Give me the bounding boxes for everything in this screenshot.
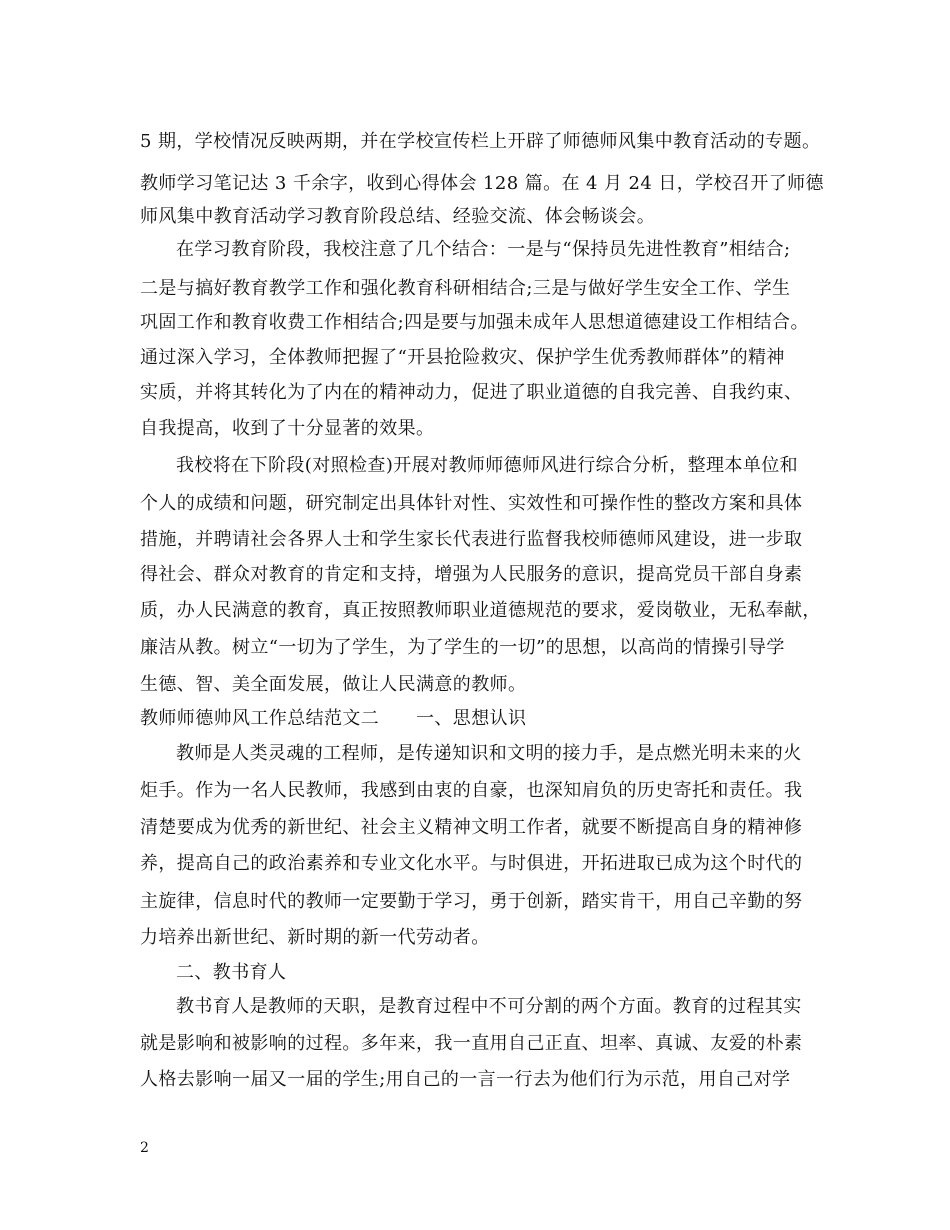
body-line: 力培养出新世纪、新时期的新一代劳动者。	[140, 927, 490, 948]
body-line: 清楚要成为优秀的新世纪、社会主义精神文明工作者，就要不断提高自身的精神修	[140, 817, 803, 838]
body-line: 主旋律，信息时代的教师一定要勤于学习，勇于创新，踏实肯干，用自己辛勤的努	[140, 891, 803, 912]
body-line: 廉洁从教。树立“一切为了学生，为了学生的一切”的思想，以高尚的情操引导学	[140, 637, 785, 658]
body-line: 自我提高，收到了十分显著的效果。	[140, 418, 435, 439]
section-heading: 教师师德帅风工作总结范文二 一、思想认识	[140, 708, 527, 729]
paragraph-first-line: 我校将在下阶段(对照检查)开展对教师师德师风进行综合分析，整理本单位和	[176, 455, 799, 476]
body-line: 5 期，学校情况反映两期，并在学校宣传栏上开辟了师德师风集中教育活动的专题。	[140, 131, 821, 152]
body-line: 生德、智、美全面发展，做让人民满意的教师。	[140, 674, 527, 695]
paragraph-first-line: 教师是人类灵魂的工程师，是传递知识和文明的接力手，是点燃光明未来的火	[176, 743, 802, 764]
paragraph-first-line: 教书育人是教师的天职，是教育过程中不可分割的两个方面。教育的过程其实	[176, 996, 802, 1017]
body-line: 通过深入学习，全体教师把握了“开县抢险救灾、保护学生优秀教师群体”的精神	[140, 347, 785, 368]
body-line: 教师学习笔记达 3 千余字，收到心得体会 128 篇。在 4 月 24 日，学校召开了师德	[140, 173, 824, 194]
body-line: 就是影响和被影响的过程。多年来，我一直用自己正直、坦率、真诚、友爱的朴素	[140, 1033, 803, 1054]
section-heading: 二、教书育人	[176, 962, 287, 983]
paragraph-first-line: 在学习教育阶段，我校注意了几个结合：一是与“保持员先进性教育”相结合;	[176, 239, 791, 260]
body-line: 实质，并将其转化为了内在的精神动力，促进了职业道德的自我完善、自我约束、	[140, 382, 803, 403]
body-line: 得社会、群众对教育的肯定和支持，增强为人民服务的意识，提高党员干部自身素	[140, 564, 803, 585]
body-line: 个人的成绩和问题，研究制定出具体针对性、实效性和可操作性的整改方案和具体	[140, 493, 803, 514]
body-line: 质，办人民满意的教育，真正按照教师职业道德规范的要求，爱岗敬业，无私奉献，	[140, 600, 821, 621]
body-line: 措施，并聘请社会各界人士和学生家长代表进行监督我校师德师风建设，进一步取	[140, 529, 803, 550]
body-line: 二是与搞好教育教学工作和强化教育科研相结合;三是与做好学生安全工作、学生	[140, 278, 791, 299]
body-line: 养，提高自己的政治素养和专业文化水平。与时俱进，开拓进取已成为这个时代的	[140, 853, 803, 874]
body-line: 师风集中教育活动学习教育阶段总结、经验交流、体会畅谈会。	[140, 206, 656, 227]
body-line: 人格去影响一届又一届的学生;用自己的一言一行去为他们行为示范，用自己对学	[140, 1069, 791, 1090]
body-line: 巩固工作和教育收费工作相结合;四是要与加强未成年人思想道德建设工作相结合。	[140, 312, 809, 333]
body-line: 炬手。作为一名人民教师，我感到由衷的自豪，也深知肩负的历史寄托和责任。我	[140, 780, 803, 801]
page-number: 2	[140, 1140, 149, 1156]
